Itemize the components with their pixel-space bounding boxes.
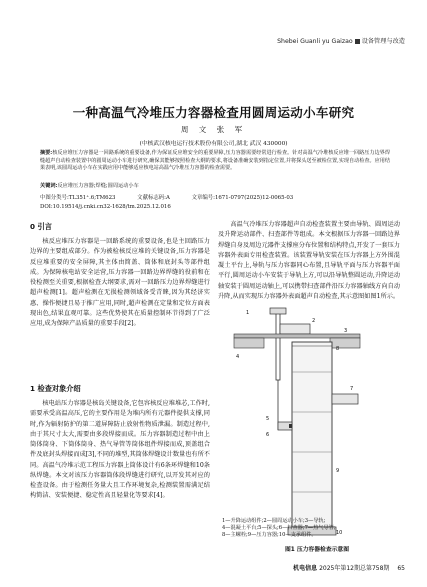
callout-number: 4 [236,354,240,360]
callout-number: 2 [312,318,316,324]
clc-number: 中图分类号:TL351⁺.6;TM623 [40,195,116,201]
legend-line: 8—主螺栓;9—压力容器;10—支承组件。 [222,532,317,539]
keywords-text: 反应堆压力容器;焊缝;圆周运动小车 [57,183,139,189]
section-heading-object: 1 检查对象介绍 [30,384,81,393]
abstract [40,150,390,173]
section-heading-intro: 0 引言 [30,222,52,231]
legend-line: 4—混凝土平台;5—探头;6—扫查器;7—热气导管; [222,525,336,532]
paragraph: 高温气冷堆压力容器超声自动检查装置主要由导轨、圆周运动及升降运动部件、扫查部件等组成。本文根据压力容器一回路边界焊缝自身及周边元器件支撑座分布位置和结构特点,开发了一套压力容器外表面专用检查装置。该装置导轨安装在压力容器上方外围混凝土平台上,导轨与压力容器同心布置,且导轨平面与压力容器平面平行,圆周运动小车安装于导轨上方,可以沿导轨整圆运动,升降运动轴安装于圆周运动轴上,可以携带扫查部件沿压力容器轴线方向自动升降,从而实现压力容器外表面超声自动检查,其示意图如图1所示。 [218,221,400,300]
lift-head [270,308,286,314]
callout-number: 7 [350,386,354,392]
journal-pinyin: Shebei Guanli yu Gaizao [277,38,353,45]
probe [289,424,292,428]
footer-journal: 机电信息 [293,565,318,572]
running-header [277,36,405,45]
page-footer [293,563,405,572]
abstract-text: 核反应堆压力容器是一回路系统的重要设备,作为保证反应堆安全的重要屏障,压力容器需要经常进行检查。针对高温气冷堆核反应堆一回路压力边界焊缝超声自动检查装置中的圆周运动小车进行研究,确保其能够按照检查大纲的要求,将设备准确安装到指定位置,并将探头送至被检位置,实现自动检查。应用结果表明,该圆周运动小车在实践应用中能够适应核电站高温气冷堆压力容器的检查需要。 [40,150,390,172]
right-column-p1 [218,220,400,302]
callout-number: 10 [336,530,343,536]
doc-code: 文献标志码:A [137,195,170,201]
abstract-label: 摘要: [40,150,53,156]
concrete-platform [234,338,264,348]
callout-number: 3 [344,328,348,334]
callout-number: 8 [336,346,340,352]
article-title: 一种高温气冷堆压力容器检查用圆周运动小车研究 [72,105,355,120]
circular-trolley [280,324,310,334]
legend-line: 1—升降运动组件;2—圆周运动小车;3—导轨; [222,518,326,524]
pressure-vessel [292,342,332,527]
doi: DOI:10.19514/j.cnki.cn32-1628/tm.2025.12.016 [40,204,171,210]
hot-gas-duct [332,394,358,404]
inspection-schematic [232,302,362,540]
keywords-label: 关键词: [40,183,58,189]
callout-number: 5 [266,416,270,422]
figure-title: 图1 压力容器检查示意图 [284,547,350,553]
figure-legend [222,518,407,540]
left-column-p1 [30,237,210,329]
keywords [40,182,390,189]
left-column-p2 [30,399,210,502]
article-meta [40,193,390,201]
footer-issue: 2025年第12期总第758期 [319,565,390,572]
callout-number: 9 [336,468,340,474]
page-number: 65 [397,565,405,572]
authors: 周 文 张 军 [180,125,247,134]
paragraph: 核电站压力容器是核岛关键设备,它包容核反应堆堆芯,工作时,需要承受高温高压,它的主要作用是为堆内所有元器件提供支撑,同时,作为辐射防护的第二道屏障防止放射性物质泄漏。制造过程中,由于其尺寸太大,需要由多段焊接而成。压力容器制造过程中由上筒体筒身、下筒体筒身、热气导管等筒体组件焊接而成,顶盖组合件及底封头焊接而成[3],不同的堆型,其筒体焊缝设计数量也有所不同。高温气冷堆示范工程压力容器上筒体设计有6条环焊缝和10条纵焊缝。本文对该压力容器筒体段焊缝进行研究,以开发其对应的检查设备。由于检测任务量大且工作环境复杂,检测装置需满足结构简洁、安装便捷、稳定性高且轻量化等要求[4]。 [30,400,210,500]
callout-number: 6 [266,432,270,438]
lift-axis [276,310,280,380]
paragraph: 核反应堆压力容器是一回路系统的重要设备,也是主回路压力边界的主要组成部分。作为被检核反应堆的关键设备,压力容器是反应堆重要的安全屏障,其主体由简盖、筒体和底封头等部件组成。为保障核电站安全运营,压力容器一回路边界焊缝的役前和在役检测至关重要,根据检查大纲要求,需对一回路压力边界焊缝进行超声检测[1]。超声检测在无损检测领域备受青睐,因为其经济实惠、操作便捷且易于推广应用,同时,超声检测在定量和定位方面表现出色,结果直观可靠。这些优势使其在质量控制环节得到了广泛应用,成为保障产品质量的重要手段[2]。 [30,238,210,327]
guide-rail [234,334,360,338]
header-diamond-icon [355,39,360,44]
affiliation: (中核武汉核电运行技术股份有限公司,湖北 武汉 430000) [139,141,288,147]
concrete-platform [330,338,360,348]
callout-number: 1 [246,310,250,316]
article-number: 文章编号:1671-0797(2025)12-0065-03 [191,195,294,201]
section-name: 设备管理与改造 [361,38,405,45]
